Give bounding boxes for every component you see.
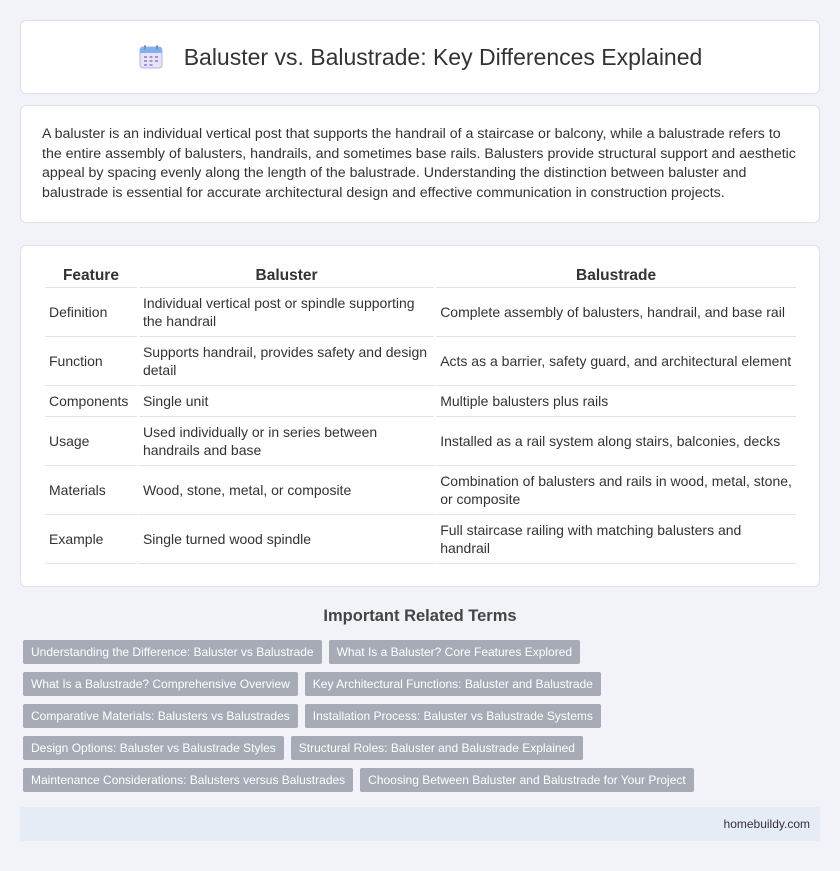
comparison-card (20, 245, 820, 587)
feature-cell: Materials (45, 466, 137, 515)
balustrade-cell: Combination of balusters and rails in wood, metal, stone, or composite (436, 466, 796, 515)
table-row (45, 417, 796, 466)
table-header-row (45, 266, 796, 288)
balustrade-cell: Acts as a barrier, safety guard, and architectural element (436, 337, 796, 386)
baluster-cell: Single unit (139, 386, 434, 417)
title-card (20, 20, 820, 94)
related-terms-heading: Important Related Terms (323, 607, 517, 625)
footer (20, 807, 820, 841)
related-term-link[interactable]: Key Architectural Functions: Baluster and Balustrade (305, 672, 601, 696)
baluster-cell: Wood, stone, metal, or composite (139, 466, 434, 515)
table-row (45, 337, 796, 386)
related-term-link[interactable]: Structural Roles: Baluster and Balustrade Explained (291, 736, 583, 760)
feature-cell: Components (45, 386, 137, 417)
comparison-table (43, 266, 798, 564)
related-term-link[interactable]: Comparative Materials: Balusters vs Balustrades (23, 704, 298, 728)
related-term-link[interactable]: Design Options: Baluster vs Balustrade Styles (23, 736, 284, 760)
related-term-link[interactable]: Maintenance Considerations: Balusters versus Balustrades (23, 768, 353, 792)
related-term-link[interactable]: Choosing Between Baluster and Balustrade for Your Project (360, 768, 694, 792)
balustrade-cell: Multiple balusters plus rails (436, 386, 796, 417)
intro-paragraph: A baluster is an individual vertical post that supports the handrail of a staircase or balcony, while a balustrade refers to the entire assembly of balusters, handrails, and sometimes base rails. Balusters provide structural support and aesthetic appeal by spacing evenly along the length of the balustrade. Understanding the distinction between baluster and balustrade is essential for accurate architectural design and effective communication in construction projects. (42, 126, 796, 201)
baluster-cell: Single turned wood spindle (139, 515, 434, 564)
header-baluster: Baluster (139, 266, 434, 288)
footer-site-name: homebuildy.com (723, 817, 810, 831)
related-term-link[interactable]: Understanding the Difference: Baluster vs Balustrade (23, 640, 322, 664)
header-feature: Feature (45, 266, 137, 288)
related-terms-list (23, 640, 813, 800)
table-row (45, 288, 796, 337)
balustrade-cell: Complete assembly of balusters, handrail, and base rail (436, 288, 796, 337)
feature-cell: Definition (45, 288, 137, 337)
balustrade-cell: Full staircase railing with matching balusters and handrail (436, 515, 796, 564)
header-balustrade: Balustrade (436, 266, 796, 288)
page-title: Baluster vs. Balustrade: Key Differences Explained (183, 43, 703, 70)
feature-cell: Example (45, 515, 137, 564)
related-term-link[interactable]: What Is a Baluster? Core Features Explored (329, 640, 580, 664)
feature-cell: Usage (45, 417, 137, 466)
baluster-cell: Used individually or in series between handrails and base (139, 417, 434, 466)
table-row (45, 386, 796, 417)
table-row (45, 466, 796, 515)
feature-cell: Function (45, 337, 137, 386)
baluster-cell: Individual vertical post or spindle supporting the handrail (139, 288, 434, 337)
calendar-icon (138, 44, 164, 70)
table-row (45, 515, 796, 564)
balustrade-cell: Installed as a rail system along stairs, balconies, decks (436, 417, 796, 466)
related-term-link[interactable]: Installation Process: Baluster vs Balustrade Systems (305, 704, 601, 728)
baluster-cell: Supports handrail, provides safety and design detail (139, 337, 434, 386)
related-term-link[interactable]: What Is a Balustrade? Comprehensive Overview (23, 672, 298, 696)
intro-card (20, 105, 820, 223)
